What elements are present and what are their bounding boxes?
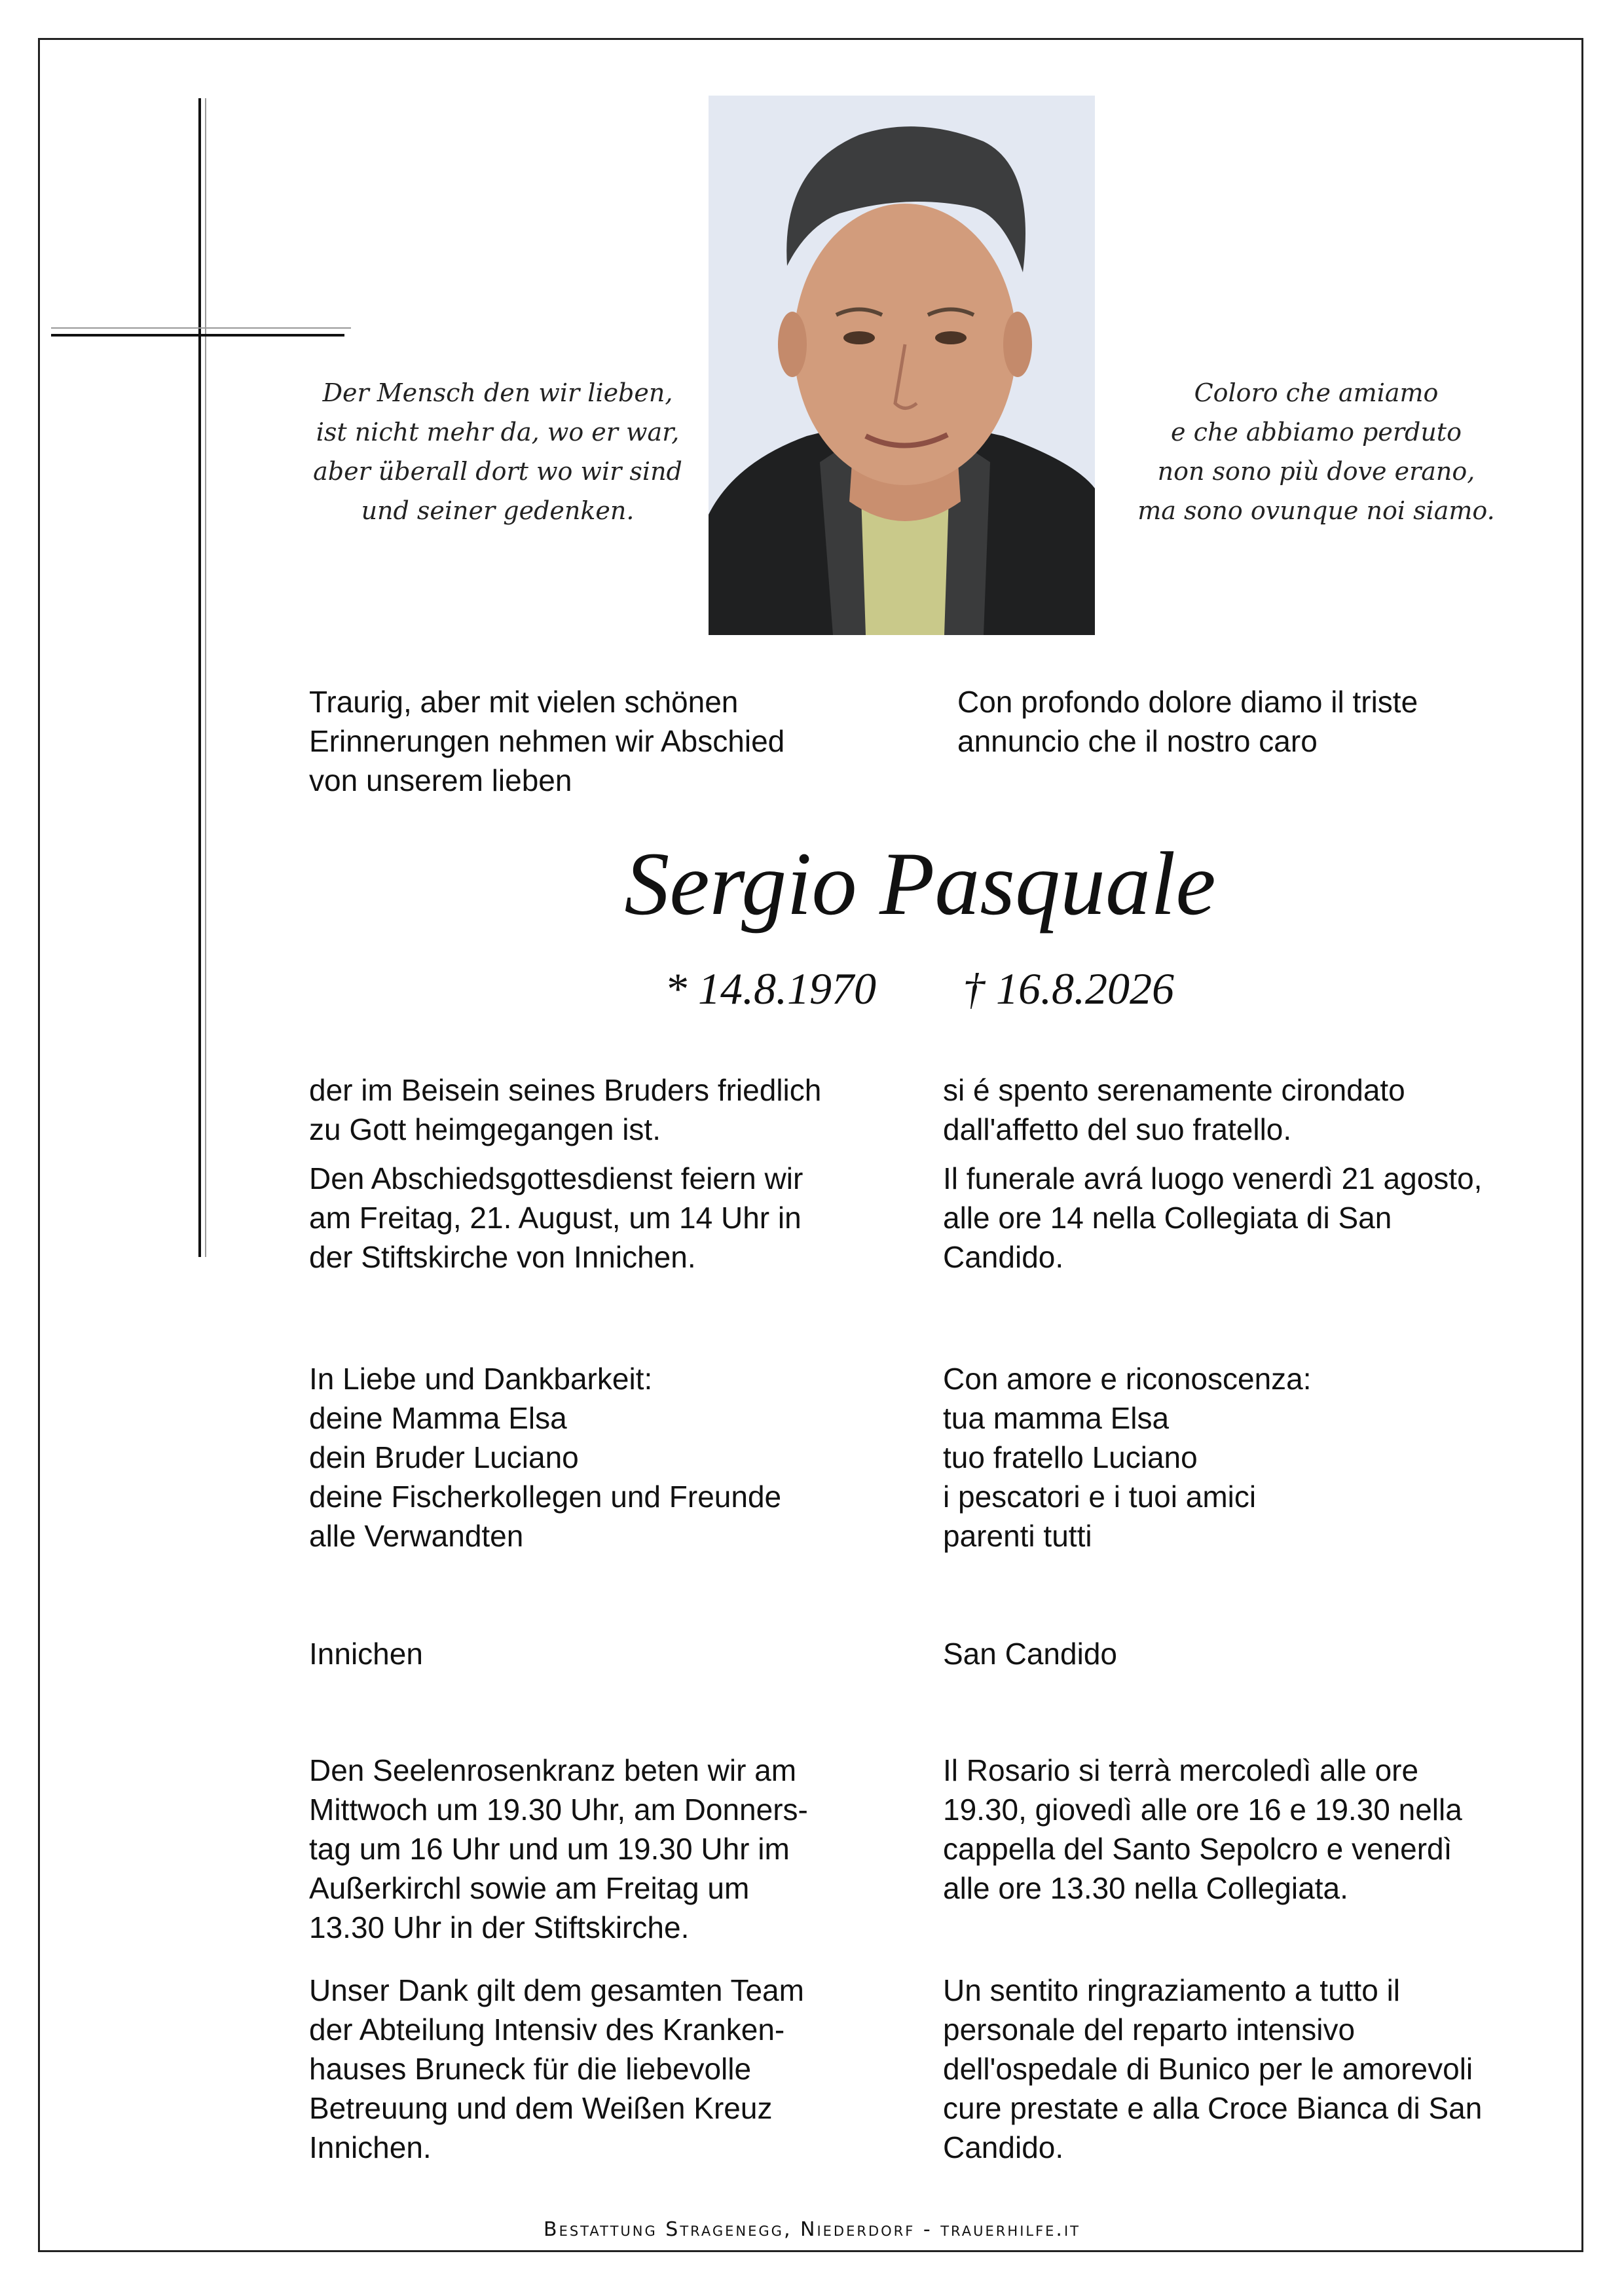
verse-line: Coloro che amiamo	[1194, 378, 1439, 407]
place-italian: San Candido	[943, 1637, 1117, 1671]
text-line: Mittwoch um 19.30 Uhr, am Donners-	[309, 1793, 808, 1827]
text-line: Innichen.	[309, 2130, 432, 2164]
text-line: tuo fratello Luciano	[943, 1440, 1198, 1474]
text-line: Erinnerungen nehmen wir Abschied	[309, 724, 785, 758]
text-line: alle Verwandten	[309, 1519, 524, 1553]
intro-italian	[957, 682, 1418, 761]
text-line: Außerkirchl sowie am Freitag um	[309, 1871, 750, 1905]
text-line: dell'ospedale di Bunico per le amorevoli	[943, 2052, 1473, 2086]
verse-line: aber überall dort wo wir sind	[313, 457, 682, 486]
text-line: tag um 16 Uhr und um 19.30 Uhr im	[309, 1832, 790, 1866]
portrait-photo	[709, 96, 1095, 635]
text-line: deine Mamma Elsa	[309, 1401, 567, 1435]
text-line: der Stiftskirche von Innichen.	[309, 1240, 696, 1274]
death-date: † 16.8.2026	[963, 964, 1174, 1013]
text-line: Candido.	[943, 2130, 1064, 2164]
text-line: Il Rosario si terrà mercoledì alle ore	[943, 1753, 1419, 1787]
text-line: cure prestate e alla Croce Bianca di San	[943, 2091, 1483, 2125]
text-line: hauses Bruneck für die liebevolle	[309, 2052, 752, 2086]
rosary-italian	[943, 1751, 1462, 1908]
text-line: der im Beisein seines Bruders friedlich	[309, 1073, 822, 1107]
text-line: parenti tutti	[943, 1519, 1092, 1553]
deceased-name: Sergio Pasquale	[624, 833, 1216, 934]
funeral-italian	[943, 1159, 1482, 1277]
text-line: von unserem lieben	[309, 763, 572, 797]
text-line: 13.30 Uhr in der Stiftskirche.	[309, 1910, 690, 1944]
text-line: Con profondo dolore diamo il triste	[957, 685, 1418, 719]
intro-german	[309, 682, 784, 800]
text-line: alle ore 14 nella Collegiata di San	[943, 1201, 1392, 1235]
verse-german	[295, 373, 701, 530]
death-statement-german	[309, 1070, 821, 1149]
text-line: 19.30, giovedì alle ore 16 e 19.30 nella	[943, 1793, 1462, 1827]
verse-line: e che abbiamo perduto	[1171, 418, 1462, 446]
text-line: Il funerale avrá luogo venerdì 21 agosto,	[943, 1161, 1483, 1195]
text-line: si é spento serenamente cirondato	[943, 1073, 1405, 1107]
text-line: dall'affetto del suo fratello.	[943, 1112, 1292, 1146]
text-line: am Freitag, 21. August, um 14 Uhr in	[309, 1201, 802, 1235]
text-line: alle ore 13.30 nella Collegiata.	[943, 1871, 1348, 1905]
verse-italian	[1113, 373, 1519, 530]
mourners-italian	[943, 1359, 1312, 1556]
text-line: Traurig, aber mit vielen schönen	[309, 685, 739, 719]
rosary-german	[309, 1751, 808, 1947]
verse-line: ma sono ovunque noi siamo.	[1137, 496, 1495, 525]
thanks-german	[309, 1971, 804, 2167]
text-line: Con amore e riconoscenza:	[943, 1362, 1312, 1396]
text-line: dein Bruder Luciano	[309, 1440, 579, 1474]
mourners-german	[309, 1359, 781, 1556]
verse-line: ist nicht mehr da, wo er war,	[316, 418, 680, 446]
verse-line: non sono più dove erano,	[1157, 457, 1475, 486]
text-line: Candido.	[943, 1240, 1064, 1274]
text-line: Den Abschiedsgottesdienst feiern wir	[309, 1161, 803, 1195]
birth-date: * 14.8.1970	[665, 964, 876, 1013]
text-line: annuncio che il nostro caro	[957, 724, 1318, 758]
text-line: tua mamma Elsa	[943, 1401, 1170, 1435]
text-line: der Abteilung Intensiv des Kranken-	[309, 2013, 785, 2047]
footer-credit: Bestattung Stragenegg, Niederdorf - trauerhilfe.it	[544, 2218, 1080, 2241]
verse-line: und seiner gedenken.	[361, 496, 635, 525]
text-line: deine Fischerkollegen und Freunde	[309, 1480, 782, 1514]
thanks-italian	[943, 1971, 1482, 2167]
text-line: Den Seelenrosenkranz beten wir am	[309, 1753, 797, 1787]
death-statement-italian	[943, 1070, 1405, 1149]
place-german: Innichen	[309, 1637, 423, 1671]
text-line: Un sentito ringraziamento a tutto il	[943, 1973, 1401, 2007]
verse-line: Der Mensch den wir lieben,	[322, 378, 673, 407]
funeral-german	[309, 1159, 803, 1277]
text-line: cappella del Santo Sepolcro e venerdì	[943, 1832, 1452, 1866]
text-line: Betreuung und dem Weißen Kreuz	[309, 2091, 773, 2125]
text-line: In Liebe und Dankbarkeit:	[309, 1362, 653, 1396]
text-line: personale del reparto intensivo	[943, 2013, 1356, 2047]
text-line: i pescatori e i tuoi amici	[943, 1480, 1257, 1514]
text-line: zu Gott heimgegangen ist.	[309, 1112, 661, 1146]
text-line: Unser Dank gilt dem gesamten Team	[309, 1973, 804, 2007]
